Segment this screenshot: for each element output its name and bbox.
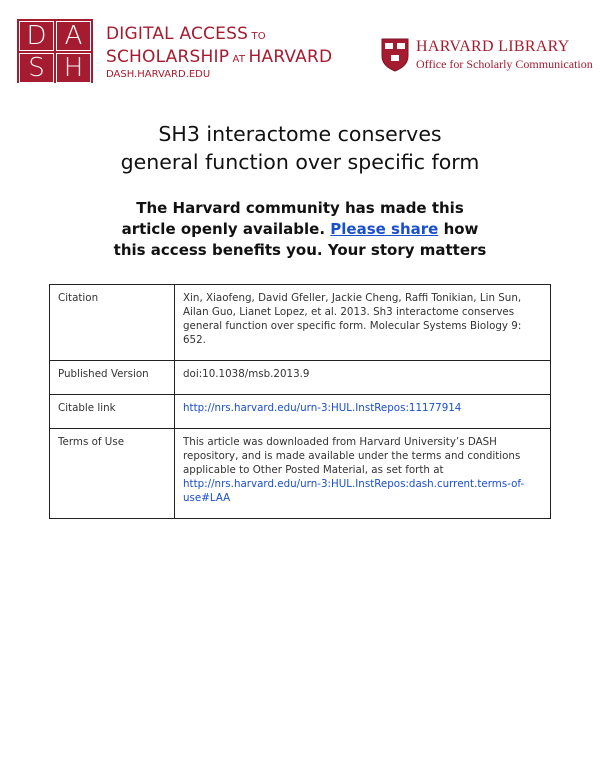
notice-line1: The Harvard community has made this — [136, 199, 464, 217]
dash-title-line2-small: AT — [229, 54, 249, 65]
dash-title-line2: SCHOLARSHIP — [106, 47, 230, 67]
dash-logo — [17, 19, 93, 83]
document-title-line2: general function over specific form — [120, 150, 480, 174]
dash-title — [106, 24, 332, 70]
notice-line2-before: article openly available. — [121, 220, 331, 238]
share-notice — [0, 198, 600, 261]
published-version-label: Published Version — [50, 361, 175, 395]
table-row — [50, 285, 551, 361]
citable-link-label: Citable link — [50, 395, 175, 429]
harvard-shield-icon — [381, 38, 409, 72]
citation-value: Xin, Xiaofeng, David Gfeller, Jackie Cheng, Raffi Tonikian, Lin Sun, Ailan Guo, Lianet Lopez, et al. 2013. Sh3 interactome conserves general function over specific form. Molecular Systems Biology 9: 652. — [175, 285, 551, 361]
table-row — [50, 395, 551, 429]
dash-title-line2-end: HARVARD — [248, 47, 333, 67]
dash-logo-letter-d: D — [19, 21, 54, 51]
citable-link[interactable]: http://nrs.harvard.edu/urn-3:HUL.InstRepos:11177914 — [183, 402, 462, 414]
document-title — [0, 120, 600, 176]
table-row — [50, 429, 551, 519]
notice-line3: this access benefits you. Your story matters — [113, 241, 487, 259]
dash-logo-letter-h: H — [56, 53, 91, 83]
terms-of-use-text: This article was downloaded from Harvard University’s DASH repository, and is made available under the terms and conditions applicable to Other Posted Material, as set forth at — [183, 436, 521, 476]
dash-title-line1: DIGITAL ACCESS — [106, 24, 249, 44]
please-share-link[interactable]: Please share — [330, 220, 439, 238]
harvard-library-subtitle: Office for Scholarly Communication — [416, 57, 593, 71]
terms-of-use-link[interactable]: http://nrs.harvard.edu/urn-3:HUL.InstRepos:dash.current.terms-of-use#LAA — [183, 478, 525, 504]
terms-of-use-label: Terms of Use — [50, 429, 175, 519]
harvard-library-title: HARVARD LIBRARY — [416, 38, 570, 55]
table-row — [50, 361, 551, 395]
dash-logo-letter-s: S — [19, 53, 54, 83]
dash-url[interactable]: DASH.HARVARD.EDU — [106, 69, 211, 80]
document-title-line1: SH3 interactome conserves — [158, 122, 442, 146]
dash-logo-letter-a: A — [56, 21, 91, 51]
dash-title-line1-small: TO — [248, 31, 266, 42]
notice-line2-after: how — [438, 220, 479, 238]
metadata-table — [49, 284, 551, 519]
published-version-value: doi:10.1038/msb.2013.9 — [175, 361, 551, 395]
citation-label: Citation — [50, 285, 175, 361]
